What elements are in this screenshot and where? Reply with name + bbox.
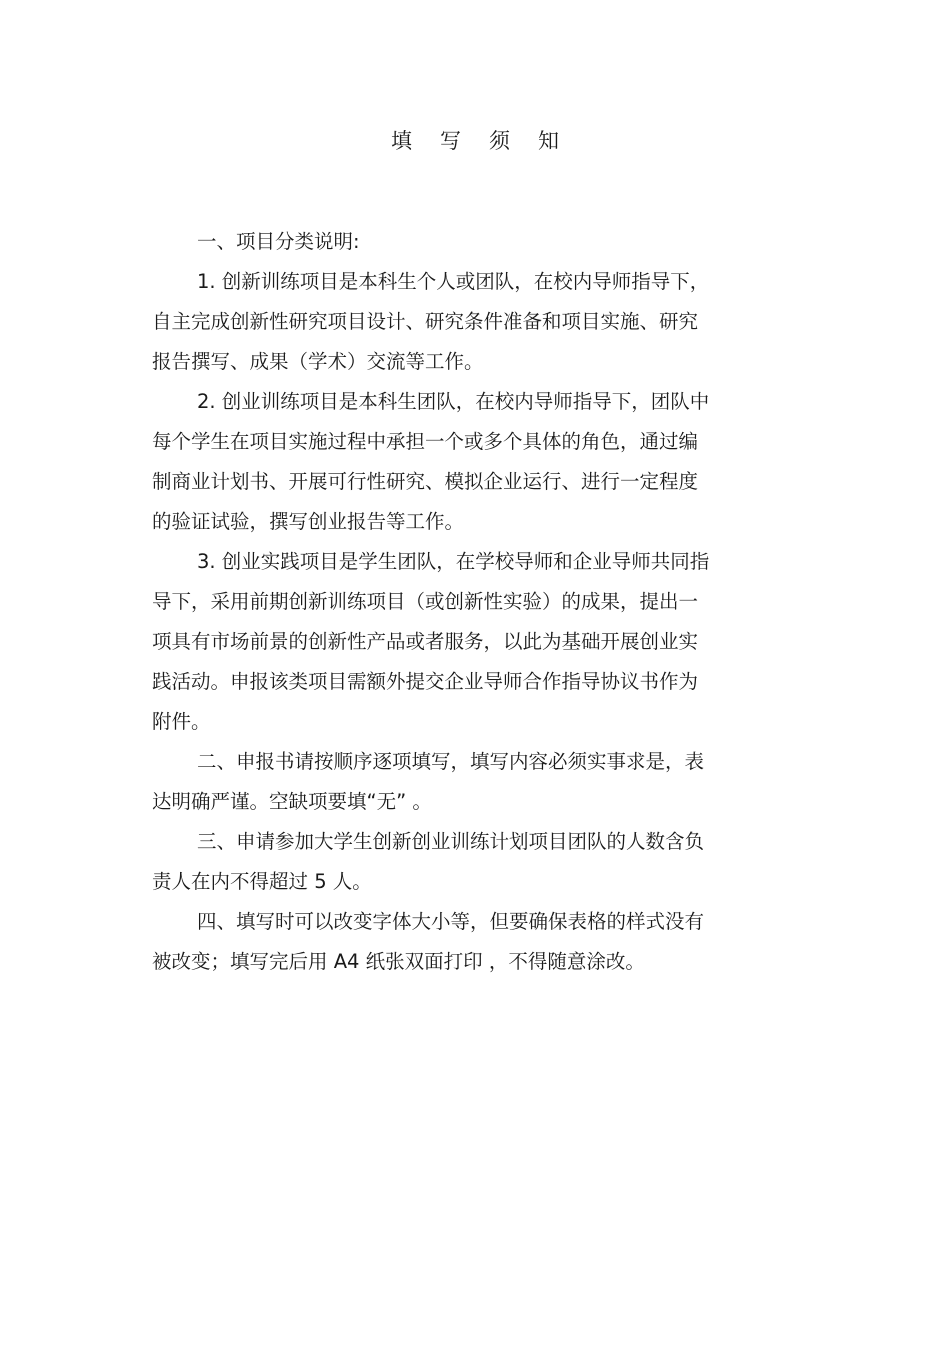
- instruction-line: 三、申请参加大学生创新创业训练计划项目团队的人数含负: [197, 830, 705, 853]
- instruction-line: 践活动。申报该类项目需额外提交企业导师合作指导协议书作为: [152, 670, 699, 693]
- instruction-line: 的验证试验，撰写创业报告等工作。: [152, 510, 465, 533]
- instruction-line: 2. 创业训练项目是本科生团队，在校内导师指导下，团队中: [197, 390, 710, 413]
- instruction-line: 导下，采用前期创新训练项目（或创新性实验）的成果，提出一: [152, 590, 699, 613]
- instruction-line: 每个学生在项目实施过程中承担一个或多个具体的角色，通过编: [152, 430, 699, 453]
- instruction-line: 被改变；填写完后用 A4 纸张双面打印 ，不得随意涂改。: [152, 950, 645, 973]
- instruction-line: 达明确严谨。空缺项要填“无” 。: [152, 790, 432, 813]
- instruction-line: 自主完成创新性研究项目设计、研究条件准备和项目实施、研究: [152, 310, 699, 333]
- instruction-line: 制商业计划书、开展可行性研究、模拟企业运行、进行一定程度: [152, 470, 699, 493]
- instruction-line: 3. 创业实践项目是学生团队，在学校导师和企业导师共同指: [197, 550, 710, 573]
- instruction-line: 责人在内不得超过 5 人。: [152, 870, 372, 893]
- instruction-line: 附件。: [152, 710, 211, 733]
- title-char: 填: [391, 129, 412, 153]
- instruction-line: 项具有市场前景的创新性产品或者服务，以此为基础开展创业实: [152, 630, 699, 653]
- instruction-line: 1. 创新训练项目是本科生个人或团队，在校内导师指导下，: [197, 270, 710, 293]
- instruction-line: 一、项目分类说明:: [197, 230, 360, 253]
- instruction-line: 报告撰写、成果（学术）交流等工作。: [152, 350, 484, 373]
- instructions-body: [152, 222, 748, 982]
- title-char: 知: [538, 129, 559, 153]
- instruction-line: 四、填写时可以改变字体大小等，但要确保表格的样式没有: [197, 910, 705, 933]
- title-char: 写: [440, 129, 461, 153]
- title-char: 须: [489, 129, 510, 153]
- page-title: [0, 126, 950, 156]
- instruction-line: 二、申报书请按顺序逐项填写，填写内容必须实事求是，表: [197, 750, 705, 773]
